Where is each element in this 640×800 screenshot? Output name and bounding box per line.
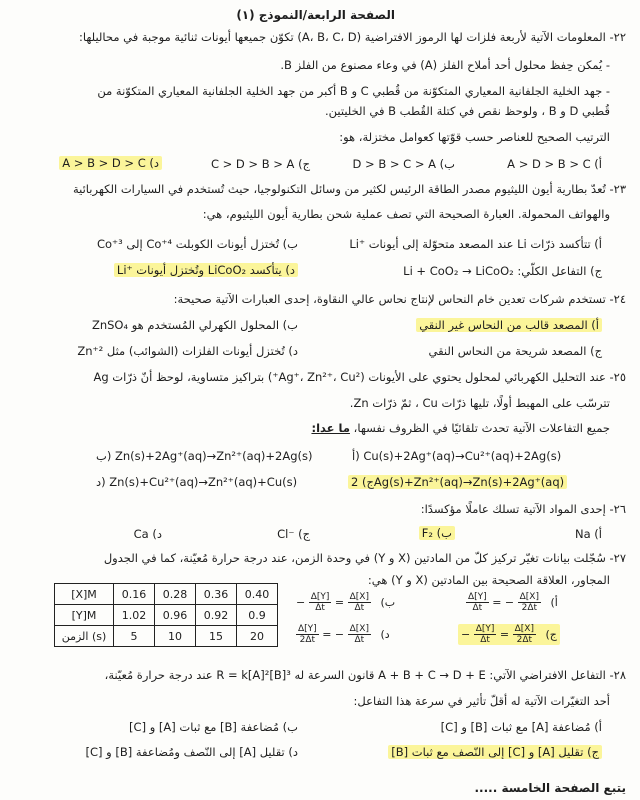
- q28-option-c-highlighted[interactable]: ج) تقليل [A] و [C] إلى النّصف مع ثبات [B]: [388, 745, 602, 759]
- q23-stem-1: ٢٣- تُعدّ بطارية أيون الليثيوم مصدر الطاقة الرئيس لكثير من وسائل التكنولوجيا، حيث تُستخدم في السيارات الكهربائية: [72, 182, 626, 196]
- q27-option-b[interactable]: − $\frac{\Delta[Y]}{\Delta t}$ = $\frac{\Delta[X]}{\Delta t}$ ب): [296, 592, 396, 613]
- q22-option-c[interactable]: ج) C > D > B > A: [210, 157, 310, 171]
- table-cell: 20: [237, 626, 278, 647]
- q24-stem-1: ٢٤- تستخدم شركات تعدين خام النحاس لإنتاج نحاس عالي النقاوة، إحدى العبارات الآتية صحيحة:: [173, 292, 626, 306]
- table-cell: 0.96: [155, 605, 196, 626]
- q27-option-a-label: أ): [550, 596, 558, 609]
- page-footer: يتبع الصفحة الخامسة .....: [474, 781, 626, 795]
- table-cell: 1.02: [114, 605, 155, 626]
- q22-option-d-highlighted[interactable]: د) A > B > D > C: [59, 156, 162, 170]
- q25-stem-2: تترسّب على المهبط أولًا، تليها ذرّات Cu ، ثمّ ذرّات Zn.: [349, 396, 610, 410]
- q22-stem-3: - جهد الخلية الجلفانية المعياري المتكوّنة من قُطبي C و B أكبر من جهد الخلية الجلفانية المعياري المتكوّنة من: [97, 84, 610, 98]
- q26-option-b-highlighted[interactable]: ب) F₂: [419, 526, 455, 540]
- q28-option-d[interactable]: د) تقليل [A] إلى النّصف ومُضاعفة [B] و [C]: [85, 745, 298, 759]
- q25-option-b[interactable]: ب) Zn(s)+2Ag⁺(aq)→Zn²⁺(aq)+2Ag(s): [96, 449, 313, 463]
- q23-option-a[interactable]: أ) تتأكسد ذرّات Li عند المصعد متحوّلة إلى أيونات ⁺Li: [349, 237, 602, 251]
- q22-stem-5: الترتيب الصحيح للعناصر حسب قوّتها كعوامل مختزلة، هو:: [339, 130, 610, 144]
- table-cell: 0.40: [237, 584, 278, 605]
- table-cell: 0.36: [196, 584, 237, 605]
- table-row-label: [Y]M: [55, 605, 114, 626]
- q24-option-b[interactable]: ب) المحلول الكهرلي المُستخدم هو ZnSO₄: [91, 318, 298, 332]
- q23-option-b[interactable]: ب) تُختزل أيونات الكوبلت ⁴⁺Co إلى ³⁺Co: [96, 237, 298, 251]
- q25-except-label: ما عدا:: [311, 421, 350, 435]
- table-cell: 15: [196, 626, 237, 647]
- q27-stem-1: ٢٧- سُجّلت بيانات تغيّر تركيز كلّ من المادتين (X و Y) في وحدة الزمن، عند درجة حرارة مُعيّنة، كما في الجدول: [103, 551, 626, 565]
- q26-option-c[interactable]: ج) ⁻Cl: [277, 527, 310, 541]
- page-header: الصفحة الرابعة/النموذج (١): [236, 8, 395, 22]
- q25-stem-3-text: جميع التفاعلات الآتية تحدث تلقائيًا في الظروف نفسها،: [353, 421, 610, 435]
- q27-stem-2: المجاور، العلاقة الصحيحة بين المادتين (X و Y) هي:: [367, 573, 610, 587]
- table-row: [55, 626, 278, 647]
- q24-option-c[interactable]: ج) المصعد شريحة من النحاس النقي: [428, 344, 602, 358]
- table-cell: 0.9: [237, 605, 278, 626]
- q25-stem-1: ٢٥- عند التحليل الكهربائي لمحلول يحتوي على الأيونات (Ag⁺، Zn²⁺، Cu²⁺) بتراكيز متساوية، لوحظ أنّ ذرّات Ag: [93, 370, 626, 384]
- q25-option-d[interactable]: د) Zn(s)+Cu²⁺(aq)→Zn²⁺(aq)+Cu(s): [96, 475, 298, 489]
- q22-option-a[interactable]: أ) A > D > B > C: [507, 157, 602, 171]
- q22-stem-1: ٢٢- المعلومات الآتية لأربعة فلزات لها الرموز الافتراضية (A، B، C، D) تكوّن جميعها أيونات ثنائية موجبة في محاليلها:: [78, 30, 626, 44]
- q26-option-d[interactable]: د) Ca: [133, 527, 162, 541]
- table-cell: 5: [114, 626, 155, 647]
- q28-option-a[interactable]: أ) مُضاعفة [A] مع ثبات [B] و [C]: [440, 720, 602, 734]
- q22-stem-4: قُطبي D و B ، ولوحظ نقص في كتلة القُطب B في الخليتين.: [324, 104, 610, 118]
- table-cell: 0.16: [114, 584, 155, 605]
- q27-option-a[interactable]: $\frac{\Delta[Y]}{\Delta t}$ = − $\frac{\Delta[X]}{2\Delta t}$ أ): [468, 592, 558, 613]
- q27-option-b-label: ب): [380, 596, 396, 609]
- q23-option-c[interactable]: ج) التفاعل الكلّي: Li + CoO₂ → LiCoO₂: [403, 264, 602, 278]
- table-row: [55, 605, 278, 626]
- table-row-label: الزمن (s): [55, 626, 114, 647]
- q27-option-d-label: د): [380, 628, 390, 641]
- table-cell: 0.92: [196, 605, 237, 626]
- q24-option-d[interactable]: د) تُختزل أيونات الفلزات (الشوائب) مثل ²⁺Zn: [77, 344, 298, 358]
- table-row-label: [X]M: [55, 584, 114, 605]
- q26-stem-1: ٢٦- إحدى المواد الآتية تسلك عاملًا مؤكسدًا:: [420, 502, 626, 516]
- table-cell: 10: [155, 626, 196, 647]
- q25-option-c-highlighted[interactable]: ج) 2Ag(s)+Zn²⁺(aq)→Zn(s)+2Ag⁺(aq): [348, 475, 567, 489]
- q24-option-a-highlighted[interactable]: أ) المصعد قالب من النحاس غير النقي: [416, 318, 602, 332]
- q23-option-d-highlighted[interactable]: د) يتأكسد LiCoO₂ وتُختزل أيونات ⁺Li: [114, 263, 298, 277]
- q22-stem-2: - يُمكن حِفظ محلول أحد أملاح الفلز (A) في وعاء مصنوع من الفلز B.: [280, 58, 610, 72]
- q27-option-c-highlighted[interactable]: − $\frac{\Delta[Y]}{\Delta t}$ = $\frac{\Delta[X]}{2\Delta t}$ ج): [458, 624, 560, 645]
- q25-stem-3: [311, 421, 610, 435]
- q28-option-b[interactable]: ب) مُضاعفة [B] مع ثبات [A] و [C]: [129, 720, 298, 734]
- q28-stem-1: ٢٨- التفاعل الافتراضي الآتي: A + B + C → D + E قانون السرعة له R = k[A]²[B]³ عند درجة حرارة مُعيّنة،: [104, 668, 626, 682]
- q23-stem-2: والهواتف المحمولة. العبارة الصحيحة التي تصف عملية شحن بطارية أيون الليثيوم، هي:: [202, 207, 610, 221]
- q25-option-a[interactable]: أ) Cu(s)+2Ag⁺(aq)→Cu²⁺(aq)+2Ag(s): [352, 449, 562, 463]
- q22-option-b[interactable]: ب) D > B > C > A: [352, 157, 455, 171]
- q27-option-c-label: ج): [545, 628, 557, 641]
- q26-option-a[interactable]: أ) Na: [575, 527, 602, 541]
- table-row: [55, 584, 278, 605]
- q28-stem-2: أحد التغيّرات الآتية له أقلّ تأثير في سرعة هذا التفاعل:: [353, 694, 610, 708]
- q27-option-d[interactable]: $\frac{\Delta[Y]}{2\Delta t}$ = − $\frac{\Delta[X]}{\Delta t}$ د): [298, 624, 390, 645]
- q27-data-table: [54, 583, 278, 647]
- table-cell: 0.28: [155, 584, 196, 605]
